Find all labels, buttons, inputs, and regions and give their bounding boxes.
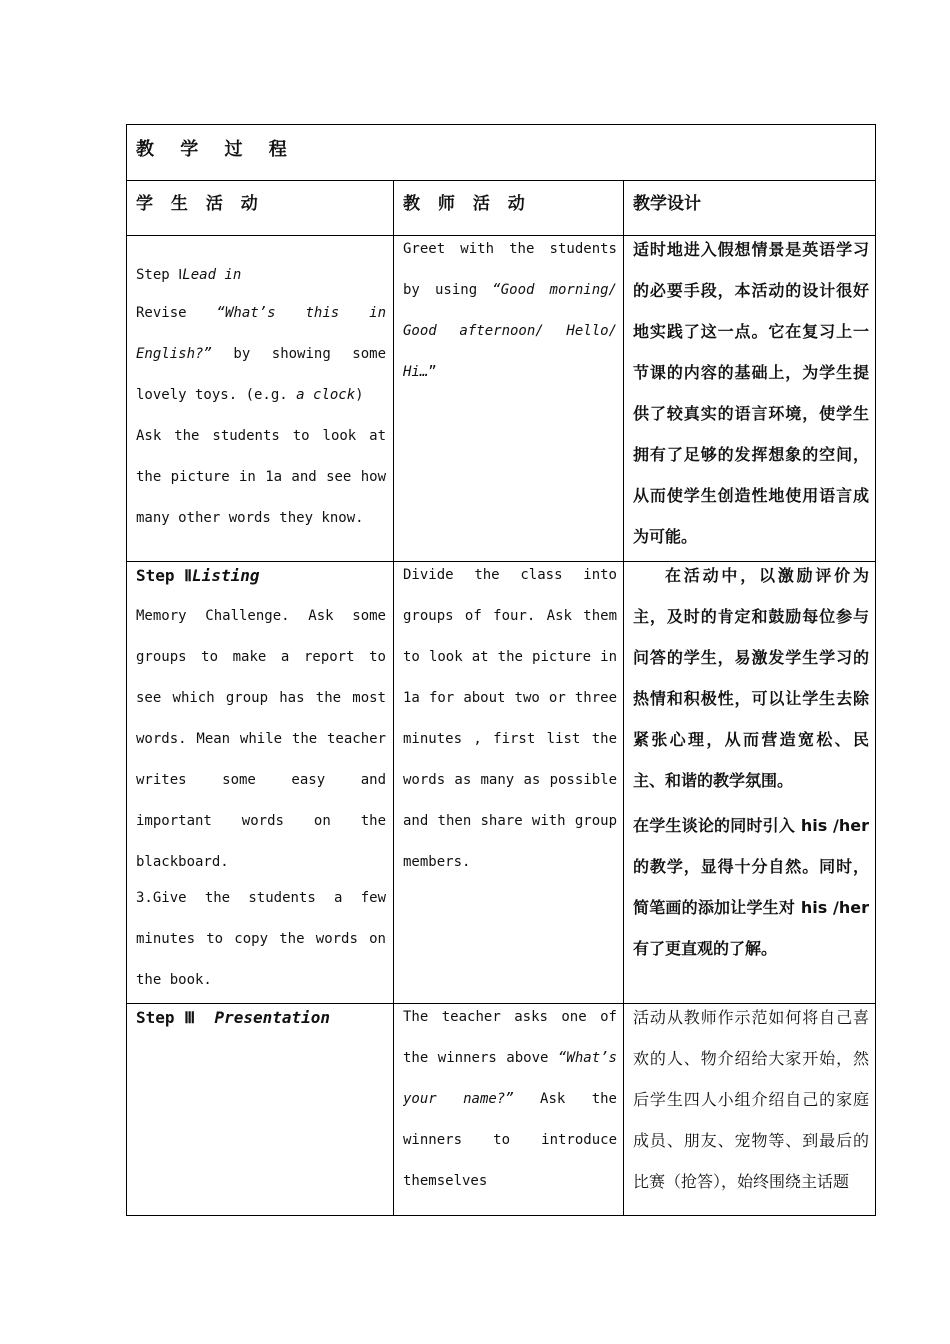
header-teacher-activity: 教 师 活 动 <box>403 194 531 214</box>
row2-student-para1: Memory Challenge. Ask some groups to make a report to see which group has the most words. Mean while the teacher writes some easy and important words on the blackboard. <box>136 608 386 870</box>
row1-student-instruction: Ask the students to look at the picture in 1a and see how many other words they know. <box>136 428 386 526</box>
row1-revise-prefix: Revise <box>136 305 187 321</box>
step2-label: Step Ⅱ <box>136 566 193 585</box>
row2-student-cell <box>136 555 386 1000</box>
row1-revise-question: “What’s this in English?” <box>136 305 386 362</box>
row1-design-cell <box>633 229 869 559</box>
row1-revise-suffix: by showing some lovely toys. (e.g. <box>136 346 386 403</box>
column-divider <box>393 180 394 1216</box>
row3-teacher-line2: Ask the winners to introduce themselves <box>403 1091 617 1189</box>
step1-title: Lead in <box>182 267 242 283</box>
header-student-activity: 学 生 活 动 <box>136 194 264 214</box>
row3-student-cell <box>136 997 386 1212</box>
table-title: 教 学 过 程 <box>136 139 297 160</box>
row1-teacher-prefix: Greet with the students by using <box>403 241 617 298</box>
row1-teacher-suffix: ” <box>428 364 437 380</box>
row3-teacher-cell <box>403 997 617 1212</box>
row3-teacher-line1: The teacher asks one of the winners above <box>403 1009 617 1066</box>
row2-design-para2: 在学生谈论的同时引入 his /her 的教学，显得十分自然。同时，简笔画的添加让学生对 his /her 有了更直观的了解。 <box>633 816 869 958</box>
row3-design-cell <box>633 997 869 1212</box>
column-divider <box>623 180 624 1216</box>
row2-teacher-cell <box>403 555 617 1000</box>
row2-student-para2: 3.Give the students a few minutes to copy the words on the book. <box>136 890 386 988</box>
row1-teacher-greetings: “Good morning/ Good afternoon/ Hello/ Hi… <box>403 282 617 380</box>
row1-example: a clock <box>296 387 356 403</box>
row-divider <box>127 180 875 181</box>
row1-design-text: 适时地进入假想情景是英语学习的必要手段，本活动的设计很好地实践了这一点。它在复习上一节课的内容的基础上，为学生提供了较真实的语言环境，使学生拥有了足够的发挥想象的空间，从而使学生创造性地使用语言成为可能。 <box>633 240 869 546</box>
row1-student-cell <box>136 257 386 557</box>
step1-label: Step Ⅰ <box>136 267 183 283</box>
row1-teacher-cell <box>403 229 617 559</box>
row2-design-para1: 在活动中，以激励评价为主，及时的肯定和鼓励每位参与问答的学生，易激发学生学习的热情和积极性，可以让学生去除紧张心理，从而营造宽松、民主、和谐的教学氛围。 <box>633 566 869 790</box>
lesson-process-table <box>126 124 876 1216</box>
step3-title: Presentation <box>214 1008 331 1027</box>
row2-teacher-text: Divide the class into groups of four. Ask them to look at the picture in 1a for about two or three minutes , first list the words as many as possible and then share with group members. <box>403 567 617 870</box>
step2-title: Listing <box>192 566 260 585</box>
row1-example-close: ) <box>355 387 364 403</box>
header-teaching-design: 教学设计 <box>633 194 701 214</box>
row2-design-cell <box>633 555 869 1000</box>
step3-label: Step Ⅲ <box>136 1008 196 1027</box>
row3-teacher-question: “What’s your name?” <box>403 1050 617 1107</box>
row3-design-text: 活动从教师作示范如何将自己喜欢的人、物介绍给大家开始，然后学生四人小组介绍自己的家庭成员、朋友、宠物等、到最后的比赛（抢答），始终围绕主话题 <box>633 1008 869 1191</box>
